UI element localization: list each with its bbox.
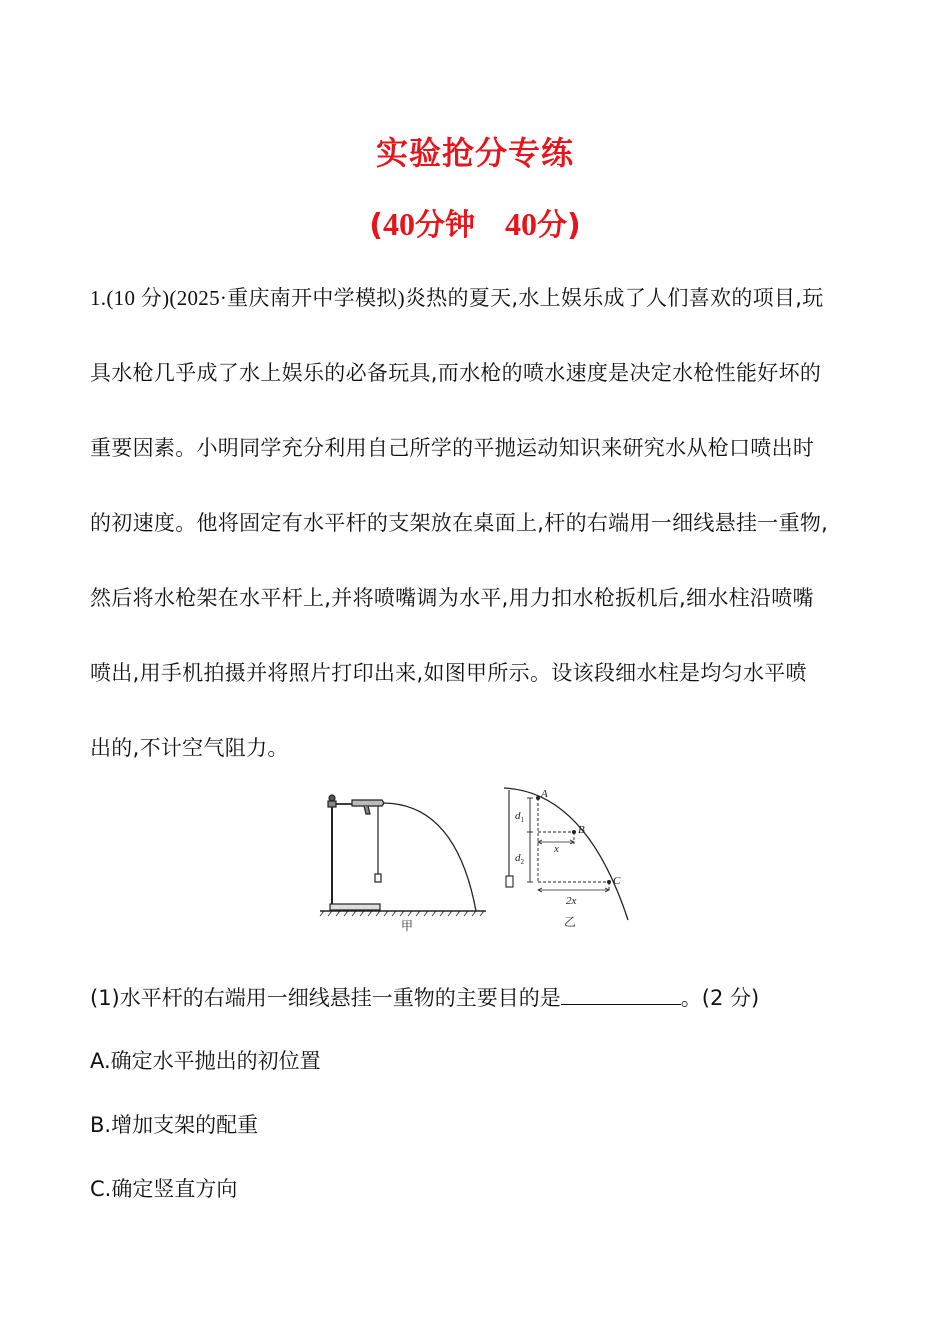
label-point-a: A xyxy=(541,788,548,800)
label-d1-sub: 1 xyxy=(520,816,524,824)
label-d2-sub: 2 xyxy=(520,858,524,866)
label-d1-letter: d xyxy=(515,810,521,822)
experiment-figure xyxy=(316,786,646,934)
subtitle-close: ) xyxy=(567,208,581,243)
label-d2 xyxy=(515,852,525,866)
question-1-points: 。(2 分) xyxy=(680,986,760,1010)
figure-jia xyxy=(320,795,486,916)
question-1-text: (1)水平杆的右端用一细线悬挂一重物的主要目的是 xyxy=(90,986,561,1010)
subtitle-minutes-unit: 分钟 xyxy=(415,208,475,243)
problem-line xyxy=(90,261,870,336)
answer-blank[interactable] xyxy=(561,984,681,1005)
label-x: x xyxy=(554,843,559,855)
subtitle-minutes-number: 40 xyxy=(383,206,415,242)
question-1-stem xyxy=(90,982,759,1012)
problem-text: 炎热的夏天,水上娱乐成了人们喜欢的项目,玩 xyxy=(404,286,824,310)
label-point-b: B xyxy=(578,824,585,836)
page-title: 实验抢分专练 xyxy=(375,134,574,172)
figure-yi-caption: 乙 xyxy=(564,915,577,929)
figure-jia-caption: 甲 xyxy=(401,919,414,933)
subtitle-points-unit: 分 xyxy=(537,208,567,243)
option-c: C.确定竖直方向 xyxy=(90,1177,238,1201)
label-d1 xyxy=(515,810,525,824)
subtitle-open: ( xyxy=(369,208,383,243)
subtitle-points-number: 40 xyxy=(505,206,537,242)
problem-line: 具水枪几乎成了水上娱乐的必备玩具,而水枪的喷水速度是决定水枪性能好坏的 xyxy=(90,361,822,385)
problem-line: 喷出,用手机拍摄并将照片打印出来,如图甲所示。设该段细水柱是均匀水平喷 xyxy=(90,661,807,685)
page-subtitle xyxy=(0,200,950,244)
problem-line: 的初速度。他将固定有水平杆的支架放在桌面上,杆的右端用一细线悬挂一重物, xyxy=(90,511,829,535)
problem-line: 重要因素。小明同学充分利用自己所学的平抛运动知识来研究水从枪口喷出时 xyxy=(90,436,815,460)
label-point-c: C xyxy=(613,875,621,887)
problem-meta: (10 分)(2025·重庆南开中学模拟) xyxy=(106,286,405,310)
problem-number: 1. xyxy=(90,286,107,310)
problem-line: 然后将水枪架在水平杆上,并将喷嘴调为水平,用力扣水枪扳机后,细水柱沿喷嘴 xyxy=(90,586,814,610)
problem-paragraph xyxy=(90,261,870,786)
problem-line: 出的,不计空气阻力。 xyxy=(90,736,289,760)
option-b: B.增加支架的配重 xyxy=(90,1113,259,1137)
option-a: A.确定水平抛出的初位置 xyxy=(90,1049,321,1073)
label-d2-letter: d xyxy=(515,852,521,864)
label-2x: 2x xyxy=(566,895,577,907)
